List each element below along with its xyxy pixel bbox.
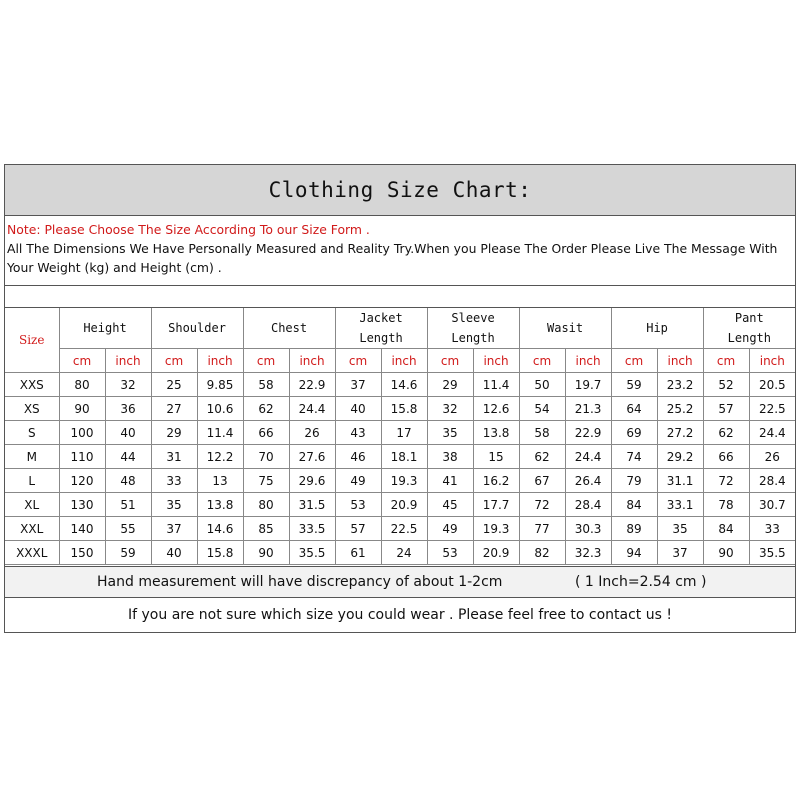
- size-rows: [5, 373, 795, 565]
- unit-cm: cm: [519, 349, 565, 373]
- size-chart: [4, 164, 796, 633]
- table-cell: 38: [427, 445, 473, 469]
- table-cell: 35.5: [289, 541, 335, 565]
- unit-inch: inch: [381, 349, 427, 373]
- size-label: XXL: [5, 517, 59, 541]
- table-cell: 130: [59, 493, 105, 517]
- table-cell: 24: [381, 541, 427, 565]
- table-cell: 19.7: [565, 373, 611, 397]
- table-cell: 46: [335, 445, 381, 469]
- table-cell: 20.5: [749, 373, 795, 397]
- table-cell: 35.5: [749, 541, 795, 565]
- unit-cm: cm: [243, 349, 289, 373]
- table-cell: 90: [703, 541, 749, 565]
- table-cell: 45: [427, 493, 473, 517]
- table-cell: 61: [335, 541, 381, 565]
- table-cell: 35: [427, 421, 473, 445]
- table-cell: 49: [335, 469, 381, 493]
- table-cell: 80: [243, 493, 289, 517]
- group-shoulder: Shoulder: [151, 308, 243, 349]
- table-cell: 31.1: [657, 469, 703, 493]
- table-cell: 12.6: [473, 397, 519, 421]
- table-cell: 31.5: [289, 493, 335, 517]
- group-height: Height: [59, 308, 151, 349]
- table-cell: 140: [59, 517, 105, 541]
- table-row: [5, 445, 795, 469]
- table-cell: 24.4: [289, 397, 335, 421]
- table-cell: 22.5: [749, 397, 795, 421]
- size-header: Size: [5, 308, 59, 373]
- group-pant-length: Pant Length: [703, 308, 795, 349]
- size-label: S: [5, 421, 59, 445]
- group-wasit: Wasit: [519, 308, 611, 349]
- table-cell: 37: [335, 373, 381, 397]
- group-jacket-length: Jacket Length: [335, 308, 427, 349]
- unit-cm: cm: [427, 349, 473, 373]
- table-cell: 15.8: [381, 397, 427, 421]
- table-cell: 78: [703, 493, 749, 517]
- table-row: [5, 397, 795, 421]
- table-cell: 17: [381, 421, 427, 445]
- table-cell: 84: [703, 517, 749, 541]
- table-cell: 74: [611, 445, 657, 469]
- table-cell: 150: [59, 541, 105, 565]
- table-cell: 28.4: [565, 493, 611, 517]
- table-cell: 22.9: [289, 373, 335, 397]
- table-cell: 13.8: [197, 493, 243, 517]
- note-red: Note: Please Choose The Size According To our Size Form .: [7, 222, 370, 237]
- table-cell: 21.3: [565, 397, 611, 421]
- table-cell: 27: [151, 397, 197, 421]
- table-cell: 62: [243, 397, 289, 421]
- table-cell: 82: [519, 541, 565, 565]
- table-cell: 49: [427, 517, 473, 541]
- unit-cm: cm: [335, 349, 381, 373]
- table-cell: 15: [473, 445, 519, 469]
- unit-cm: cm: [611, 349, 657, 373]
- table-cell: 25.2: [657, 397, 703, 421]
- table-cell: 48: [105, 469, 151, 493]
- size-table: [5, 308, 795, 565]
- table-cell: 29.2: [657, 445, 703, 469]
- table-cell: 50: [519, 373, 565, 397]
- table-cell: 40: [105, 421, 151, 445]
- table-cell: 24.4: [749, 421, 795, 445]
- table-cell: 30.7: [749, 493, 795, 517]
- discrepancy-note: Hand measurement will have discrepancy of about 1-2cm: [97, 574, 503, 590]
- unit-inch: inch: [749, 349, 795, 373]
- table-cell: 9.85: [197, 373, 243, 397]
- table-cell: 24.4: [565, 445, 611, 469]
- table-cell: 66: [703, 445, 749, 469]
- size-label: XL: [5, 493, 59, 517]
- table-cell: 33.1: [657, 493, 703, 517]
- table-cell: 55: [105, 517, 151, 541]
- table-cell: 90: [243, 541, 289, 565]
- table-cell: 31: [151, 445, 197, 469]
- measurement-note-row: [5, 566, 795, 598]
- chart-title: Clothing Size Chart:: [268, 178, 532, 202]
- table-cell: 89: [611, 517, 657, 541]
- table-cell: 37: [151, 517, 197, 541]
- table-cell: 25: [151, 373, 197, 397]
- table-cell: 27.6: [289, 445, 335, 469]
- table-cell: 14.6: [197, 517, 243, 541]
- table-cell: 10.6: [197, 397, 243, 421]
- table-cell: 35: [151, 493, 197, 517]
- table-cell: 22.9: [565, 421, 611, 445]
- table-cell: 80: [59, 373, 105, 397]
- table-cell: 29.6: [289, 469, 335, 493]
- table-cell: 100: [59, 421, 105, 445]
- table-cell: 26: [289, 421, 335, 445]
- table-cell: 43: [335, 421, 381, 445]
- table-cell: 41: [427, 469, 473, 493]
- table-cell: 16.2: [473, 469, 519, 493]
- table-cell: 26.4: [565, 469, 611, 493]
- notes-section: [5, 216, 795, 286]
- size-label: XXXL: [5, 541, 59, 565]
- table-cell: 28.4: [749, 469, 795, 493]
- table-cell: 75: [243, 469, 289, 493]
- table-cell: 90: [59, 397, 105, 421]
- table-cell: 30.3: [565, 517, 611, 541]
- table-cell: 37: [657, 541, 703, 565]
- table-cell: 69: [611, 421, 657, 445]
- table-cell: 29: [151, 421, 197, 445]
- unit-inch: inch: [289, 349, 335, 373]
- table-cell: 54: [519, 397, 565, 421]
- table-cell: 33: [749, 517, 795, 541]
- table-cell: 20.9: [473, 541, 519, 565]
- table-cell: 27.2: [657, 421, 703, 445]
- note-black: All The Dimensions We Have Personally Measured and Reality Try.When you Please The Order Please Live The Message With Your Weight (kg) and Height (cm) .: [7, 241, 778, 275]
- table-cell: 35: [657, 517, 703, 541]
- table-cell: 70: [243, 445, 289, 469]
- group-hip: Hip: [611, 308, 703, 349]
- table-cell: 40: [335, 397, 381, 421]
- table-cell: 29: [427, 373, 473, 397]
- table-cell: 22.5: [381, 517, 427, 541]
- table-cell: 20.9: [381, 493, 427, 517]
- table-cell: 18.1: [381, 445, 427, 469]
- table-cell: 26: [749, 445, 795, 469]
- table-cell: 94: [611, 541, 657, 565]
- table-cell: 66: [243, 421, 289, 445]
- unit-inch: inch: [105, 349, 151, 373]
- size-label: XS: [5, 397, 59, 421]
- table-cell: 110: [59, 445, 105, 469]
- spacer-row: [5, 287, 795, 308]
- table-cell: 11.4: [197, 421, 243, 445]
- table-cell: 72: [703, 469, 749, 493]
- table-cell: 40: [151, 541, 197, 565]
- group-sleeve-length: Sleeve Length: [427, 308, 519, 349]
- table-cell: 32: [427, 397, 473, 421]
- table-cell: 84: [611, 493, 657, 517]
- table-cell: 19.3: [381, 469, 427, 493]
- table-cell: 53: [335, 493, 381, 517]
- table-cell: 120: [59, 469, 105, 493]
- unit-inch: inch: [197, 349, 243, 373]
- table-cell: 19.3: [473, 517, 519, 541]
- table-cell: 67: [519, 469, 565, 493]
- contact-note: If you are not sure which size you could wear . Please feel free to contact us !: [128, 607, 672, 623]
- table-cell: 12.2: [197, 445, 243, 469]
- table-cell: 13: [197, 469, 243, 493]
- table-cell: 17.7: [473, 493, 519, 517]
- table-row: [5, 517, 795, 541]
- size-label: XXS: [5, 373, 59, 397]
- table-cell: 64: [611, 397, 657, 421]
- table-cell: 44: [105, 445, 151, 469]
- group-chest: Chest: [243, 308, 335, 349]
- unit-inch: inch: [565, 349, 611, 373]
- table-cell: 23.2: [657, 373, 703, 397]
- table-cell: 33: [151, 469, 197, 493]
- table-cell: 57: [335, 517, 381, 541]
- table-cell: 33.5: [289, 517, 335, 541]
- group-header-row: [5, 308, 795, 349]
- unit-inch: inch: [473, 349, 519, 373]
- size-label: M: [5, 445, 59, 469]
- unit-header-row: [5, 349, 795, 373]
- contact-note-row: [5, 598, 795, 632]
- title-bar: [5, 165, 795, 216]
- table-row: [5, 373, 795, 397]
- unit-inch: inch: [657, 349, 703, 373]
- size-label: L: [5, 469, 59, 493]
- conversion-note: ( 1 Inch=2.54 cm ): [575, 574, 707, 590]
- table-cell: 53: [427, 541, 473, 565]
- table-cell: 59: [611, 373, 657, 397]
- table-row: [5, 493, 795, 517]
- table-row: [5, 469, 795, 493]
- table-cell: 62: [519, 445, 565, 469]
- table-cell: 62: [703, 421, 749, 445]
- table-cell: 77: [519, 517, 565, 541]
- table-cell: 32.3: [565, 541, 611, 565]
- table-cell: 14.6: [381, 373, 427, 397]
- table-cell: 32: [105, 373, 151, 397]
- table-cell: 79: [611, 469, 657, 493]
- table-row: [5, 541, 795, 565]
- table-cell: 59: [105, 541, 151, 565]
- table-cell: 57: [703, 397, 749, 421]
- table-cell: 13.8: [473, 421, 519, 445]
- table-cell: 58: [243, 373, 289, 397]
- table-cell: 72: [519, 493, 565, 517]
- table-cell: 52: [703, 373, 749, 397]
- unit-cm: cm: [703, 349, 749, 373]
- unit-cm: cm: [59, 349, 105, 373]
- table-cell: 36: [105, 397, 151, 421]
- unit-cm: cm: [151, 349, 197, 373]
- table-cell: 58: [519, 421, 565, 445]
- table-row: [5, 421, 795, 445]
- table-cell: 85: [243, 517, 289, 541]
- table-cell: 51: [105, 493, 151, 517]
- table-cell: 11.4: [473, 373, 519, 397]
- table-cell: 15.8: [197, 541, 243, 565]
